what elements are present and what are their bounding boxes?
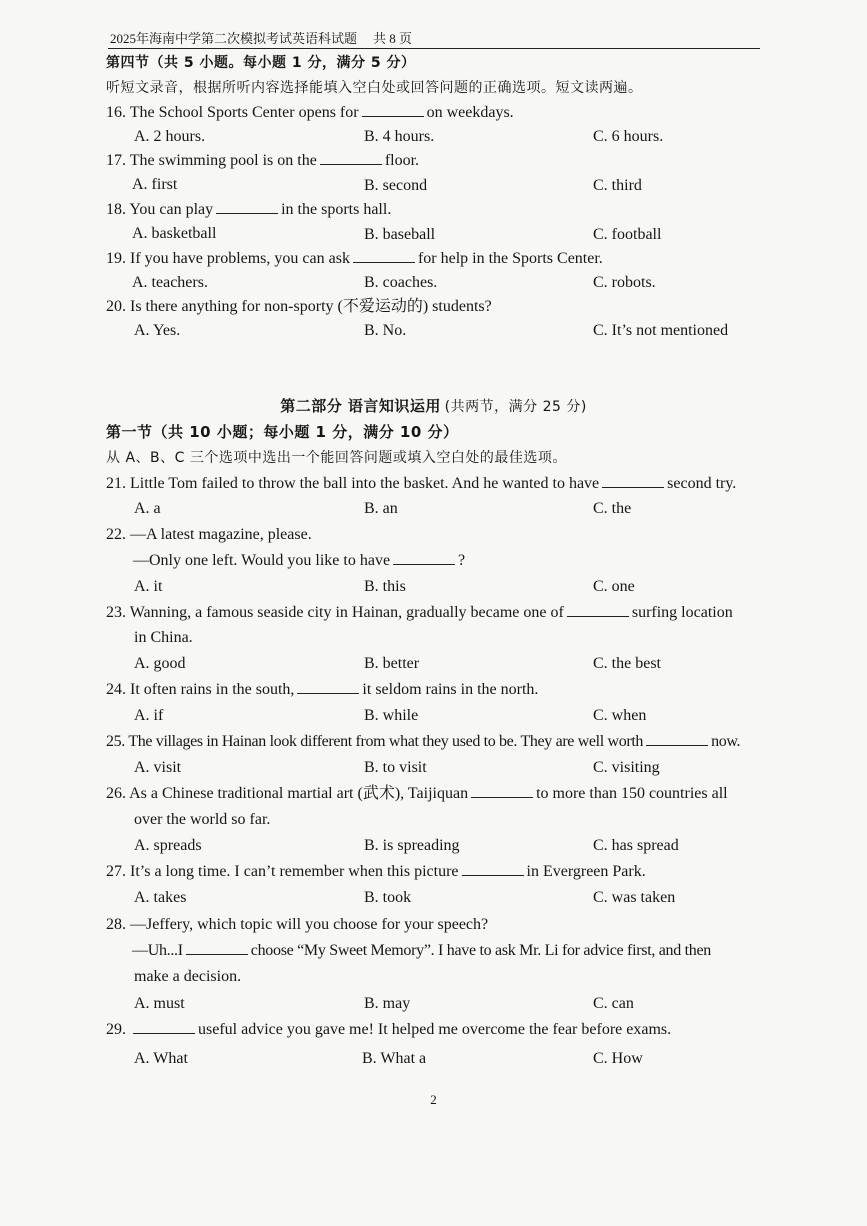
option-a: A. first [132,176,178,193]
option-c: C. robots. [593,274,656,291]
question-text: Is there anything for non-sporty (不爱运动的) students? [130,298,492,315]
option-c: C. How [593,1050,643,1067]
section1-title: 第一节（共 10 小题；每小题 1 分，满分 10 分） [106,423,459,441]
question-text: —Only one left. Would you like to have [133,552,391,569]
question-text-end: it seldom rains in the north. [362,681,539,698]
option-c: C. the [593,500,632,517]
question-text: The villages in Hainan look different from what they used to be. They are well worth [128,733,644,750]
option-b: B. baseball [364,226,436,243]
question-number: 21. [106,475,126,492]
question-29 [106,1019,766,1041]
question-21 [106,473,766,495]
option-b: B. to visit [364,759,427,776]
option-a: A. 2 hours. [134,128,206,145]
question-text-end: on weekdays. [426,104,514,121]
answer-blank [320,150,382,165]
option-b: B. What a [362,1050,427,1067]
option-a: A. a [134,500,161,517]
question-27 [106,861,766,883]
option-c: C. one [593,578,635,595]
question-text: If you have problems, you can ask [130,250,350,267]
answer-blank [393,550,455,565]
question-22 [106,524,766,546]
question-28 [106,914,766,936]
question-text-end: second try. [667,475,737,492]
question-number: 16. [106,104,126,121]
answer-blank [602,473,664,488]
section4-title: 第四节（共 5 小题。每小题 1 分，满分 5 分） [106,55,416,71]
option-a: A. it [134,578,163,595]
section1-instruction: 从 A、B、C 三个选项中选出一个能回答问题或填入空白处的最佳选项。 [106,450,567,466]
question-26 [106,783,766,805]
answer-blank [133,1019,195,1034]
option-a: A. basketball [132,225,217,242]
question-text-end: to more than 150 countries all [536,785,728,802]
question-text: The School Sports Center opens for [129,104,359,121]
question-number: 28. [106,916,126,933]
page-header [108,30,760,49]
question-number: 27. [106,863,126,880]
question-25 [106,731,766,753]
option-c: C. visiting [593,759,660,776]
question-text: It’s a long time. I can’t remember when this picture [130,863,459,880]
question-26-line2: over the world so far. [134,811,271,828]
part2-title: 第二部分 语言知识运用 (共两节，满分 25 分) [280,397,587,415]
answer-blank [567,602,629,617]
question-number: 29. [106,1021,126,1038]
question-16 [106,102,766,124]
option-c: C. when [593,707,647,724]
option-a: A. Yes. [134,322,181,339]
option-a: A. What [134,1050,188,1067]
option-c: C. the best [593,655,661,672]
question-number: 23. [106,604,126,621]
option-b: B. is spreading [364,837,460,854]
question-number: 24. [106,681,126,698]
question-text: You can play [129,201,214,218]
question-number: 25. [106,733,125,750]
question-text: It often rains in the south, [130,681,295,698]
question-number: 18. [106,201,126,218]
option-b: B. better [364,655,420,672]
answer-blank [462,861,524,876]
option-b: B. 4 hours. [364,128,435,145]
answer-blank [353,248,415,263]
option-a: A. spreads [134,837,202,854]
exam-title: 2025年海南中学第二次模拟考试英语科试题 [110,31,358,46]
option-c: C. It’s not mentioned [593,322,729,339]
option-c: C. third [593,177,642,194]
question-text: —A latest magazine, please. [130,526,312,543]
option-c: C. was taken [593,889,676,906]
question-text: —Jeffery, which topic will you choose for your speech? [130,916,489,933]
answer-blank [297,679,359,694]
answer-blank [471,783,533,798]
question-text: —Uh...I [132,942,183,959]
option-b: B. took [364,889,412,906]
answer-blank [216,199,278,214]
question-text: Little Tom failed to throw the ball into the basket. And he wanted to have [130,475,600,492]
question-28-line2 [132,940,792,962]
question-23 [106,602,766,624]
question-text-end: for help in the Sports Center. [417,250,603,267]
option-a: A. must [134,995,185,1012]
question-text-end: ? [458,552,466,569]
question-text-end: surfing location [631,604,733,621]
question-text: As a Chinese traditional martial art (武术), Taijiquan [129,785,469,802]
option-a: A. teachers. [132,274,208,291]
question-text-end: floor. [384,152,420,169]
question-number: 26. [106,785,126,802]
question-text-end: choose “My Sweet Memory”. I have to ask Mr. Li for advice first, and then [250,942,711,959]
question-24 [106,679,766,701]
section4-instruction: 听短文录音，根据所听内容选择能填入空白处或回答问题的正确选项。短文读两遍。 [106,80,643,96]
question-19 [106,248,766,270]
question-text: Wanning, a famous seaside city in Hainan, gradually became one of [129,604,564,621]
question-text-end: in Evergreen Park. [526,863,646,880]
option-b: B. second [364,177,428,194]
question-text-end: in the sports hall. [281,201,392,218]
question-number: 17. [106,152,126,169]
question-28-line3: make a decision. [134,968,242,985]
question-number: 20. [106,298,126,315]
answer-blank [362,102,424,117]
option-b: B. No. [364,322,407,339]
option-b: B. this [364,578,406,595]
option-a: A. visit [134,759,182,776]
option-c: C. can [593,995,634,1012]
option-b: B. coaches. [364,274,438,291]
option-a: A. takes [134,889,187,906]
option-b: B. an [364,500,398,517]
page-number: 2 [430,1092,437,1107]
question-20 [106,296,766,318]
option-b: B. may [364,995,411,1012]
question-23-line2: in China. [134,629,193,646]
option-c: C. has spread [593,837,679,854]
option-a: A. good [134,655,186,672]
option-a: A. if [134,707,164,724]
question-number: 19. [106,250,126,267]
option-c: C. 6 hours. [593,128,664,145]
answer-blank [186,940,248,955]
question-text-end: useful advice you gave me! It helped me overcome the fear before exams. [198,1021,672,1038]
question-text-end: now. [711,733,741,750]
question-18 [106,199,766,221]
question-text: The swimming pool is on the [129,152,317,169]
total-pages: 共 8 页 [373,31,413,46]
question-17 [106,150,766,172]
option-b: B. while [364,707,419,724]
question-22-line2 [133,550,793,572]
question-number: 22. [106,526,126,543]
answer-blank [646,731,708,746]
option-c: C. football [593,226,662,243]
